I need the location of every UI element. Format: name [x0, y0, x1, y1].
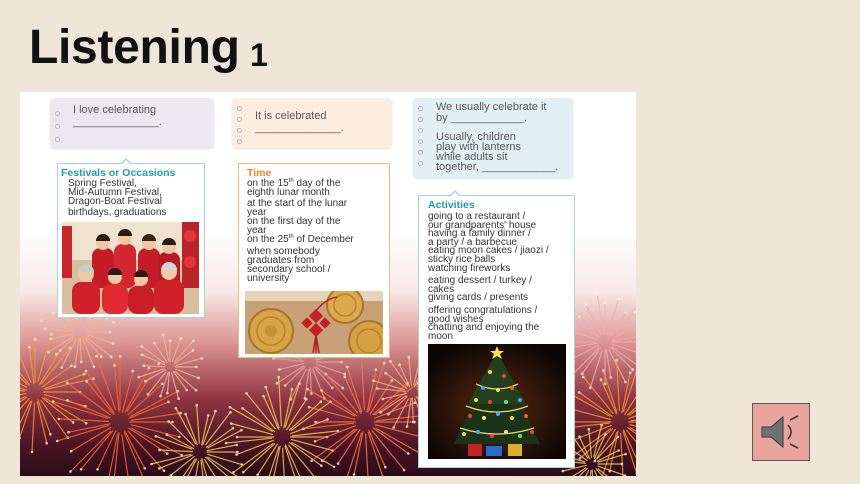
spiral-binding-icon [237, 139, 242, 144]
time-item [247, 217, 389, 235]
time-line: year [247, 207, 267, 218]
activity-line: eating dessert / turkey / [428, 275, 532, 287]
firework-burst [20, 333, 95, 453]
time-item [247, 179, 389, 197]
activity-line: giving cards / presents [428, 292, 529, 304]
spiral-binding-icon [55, 137, 60, 142]
activities-group [428, 213, 574, 273]
time-line: university [247, 273, 290, 284]
spiral-binding-icon [418, 161, 423, 166]
activity-line: having a family dinner / [428, 228, 531, 240]
note-blank: by ____________. [436, 112, 528, 124]
note-blank: together, ____________. [436, 161, 559, 173]
spiral-binding-icon [55, 111, 60, 116]
sticky-note-love-celebrating [50, 98, 214, 148]
activity-line: chatting and enjoying the [428, 322, 540, 334]
firework-burst [150, 404, 243, 476]
time-line-text: of December [293, 234, 354, 245]
family-photo [62, 222, 199, 314]
sticky-note-usually-celebrate [413, 98, 573, 178]
textbook-image [20, 92, 636, 476]
time-box [238, 163, 390, 358]
time-line-text: on the 15 [247, 178, 289, 189]
activity-line: good wishes [428, 313, 484, 325]
spiral-binding-icon [237, 128, 242, 133]
note-text: play with lanterns [436, 141, 521, 153]
speaker-icon [753, 404, 809, 460]
note-text: We usually celebrate it [436, 101, 547, 113]
festival-item: Dragon-Boat Festival [68, 196, 162, 207]
christmas-tree-photo [428, 344, 566, 459]
activity-line: going to a restaurant / [428, 211, 526, 222]
note-text: I love celebrating [73, 104, 157, 116]
time-line: at the start of the lunar [247, 198, 348, 209]
activity-line: our grandparents' house [428, 219, 537, 231]
slide-title: Listening [29, 21, 240, 74]
slide-title-number: 1 [250, 37, 268, 73]
firework-burst [138, 334, 204, 400]
note-text: Usually, children [436, 131, 516, 143]
activity-line: sticky rice balls [428, 253, 496, 265]
spiral-binding-icon [237, 117, 242, 122]
note-text: It is celebrated [255, 110, 327, 122]
time-line: eighth lunar month [247, 187, 330, 198]
festival-item: Mid-Autumn Festival, [68, 187, 162, 198]
time-item [247, 235, 389, 244]
time-line: secondary school / [247, 264, 331, 275]
spiral-binding-icon [55, 124, 60, 129]
note-text: while adults sit [436, 151, 508, 163]
activity-line: a party / a barbecue [428, 236, 517, 248]
audio-play-button[interactable] [752, 403, 810, 461]
activity-line: watching fireworks [428, 262, 511, 274]
activities-group [428, 304, 574, 342]
occasion-item: birthdays, graduations [68, 207, 167, 218]
spiral-binding-icon [418, 150, 423, 155]
note-blank: ______________. [73, 116, 162, 128]
ordinal-suffix: th [288, 234, 294, 240]
time-item [247, 247, 389, 283]
spiral-binding-icon [418, 128, 423, 133]
activities-box [418, 195, 575, 468]
spiral-binding-icon [237, 106, 242, 111]
firework-burst [52, 355, 183, 476]
time-line: on the first day of the [247, 216, 341, 227]
time-line-text: on the 25 [247, 234, 289, 245]
ordinal-suffix: th [288, 178, 294, 184]
mooncake-photo [245, 291, 383, 354]
festivals-box [57, 163, 205, 318]
time-heading: Time [247, 167, 272, 179]
activity-line: eating moon cakes / jiaozi / [428, 245, 549, 257]
note-blank: ______________. [255, 122, 344, 134]
festivals-heading: Festivals or Occasions [61, 167, 176, 179]
time-item [247, 199, 389, 217]
time-line: when somebody [247, 246, 320, 257]
activity-line: moon [428, 330, 454, 342]
activity-line: offering congratulations / [428, 304, 538, 316]
spiral-binding-icon [418, 139, 423, 144]
activities-heading: Activities [428, 199, 475, 211]
spiral-binding-icon [418, 117, 423, 122]
sticky-note-is-celebrated [232, 98, 392, 148]
time-line [247, 235, 389, 244]
time-line-text: day of the [293, 178, 341, 189]
spiral-binding-icon [418, 106, 423, 111]
activity-line: cakes [428, 283, 455, 295]
festival-item: Spring Festival, [68, 178, 137, 189]
time-line: graduates from [247, 255, 315, 266]
time-line: year [247, 225, 267, 236]
activities-group [428, 277, 574, 303]
festivals-list [61, 179, 204, 206]
occasions-list [61, 208, 204, 217]
